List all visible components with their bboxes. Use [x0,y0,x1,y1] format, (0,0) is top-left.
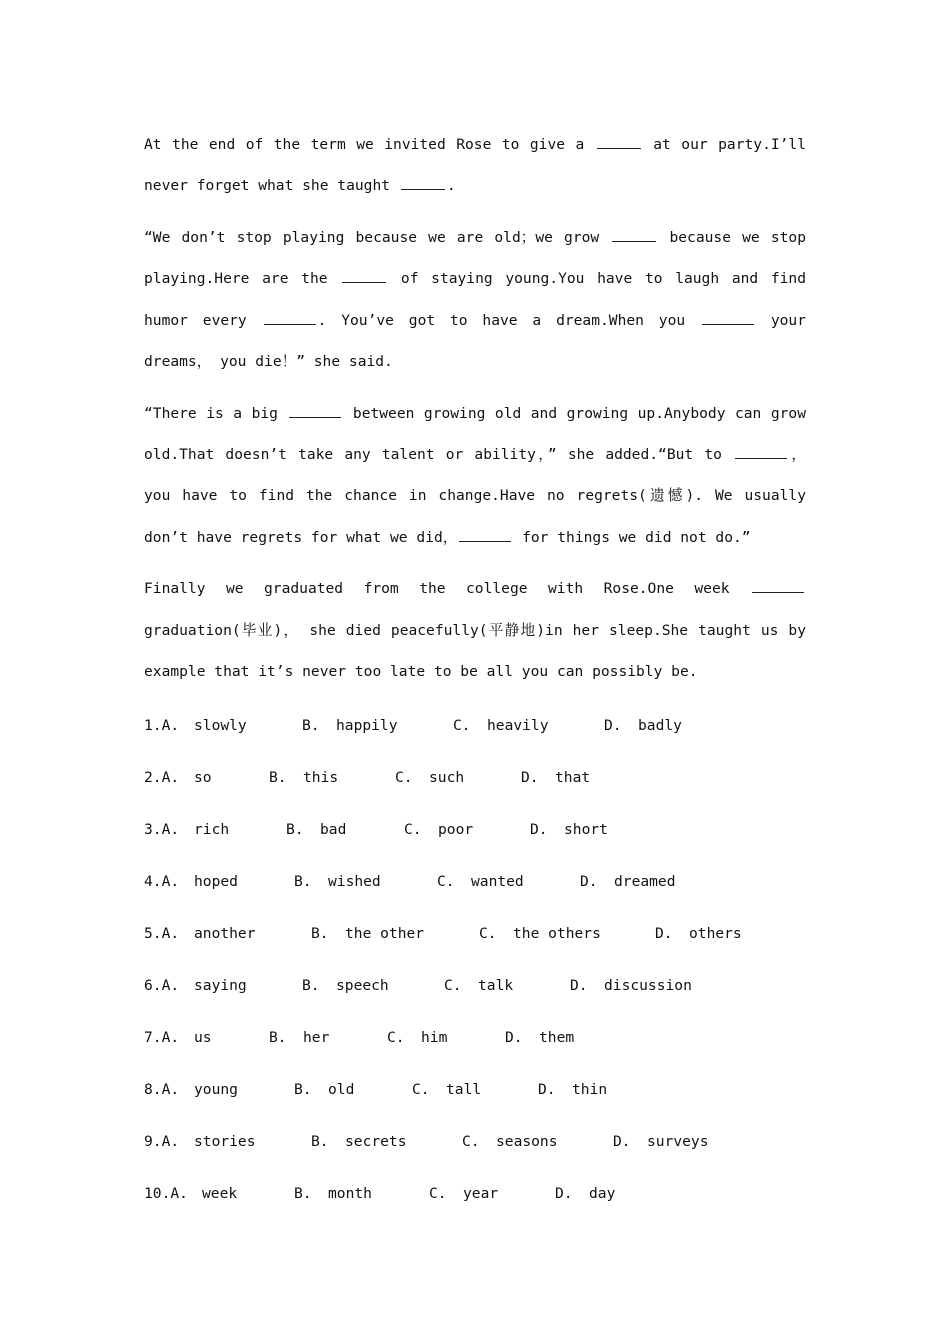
option-c: talk [478,977,514,994]
option-c: such [429,769,465,786]
option-c-letter: C. [437,873,455,890]
option-d-letter: D. [580,873,598,890]
question-number: 6.A. [144,977,180,994]
text-segment: ， you have to find the chance in change.Have no regrets(遗憾). We usually don’t have regrets for what we did， [144,446,815,546]
option-d-letter: D. [530,821,548,838]
question-number: 8.A. [144,1081,180,1098]
answer-blank-7 [289,403,341,418]
option-b: this [303,769,339,786]
answer-blank-2 [401,175,445,190]
option-a: us [194,1029,212,1046]
answer-blank-10 [752,578,804,593]
option-b: secrets [345,1133,407,1150]
option-b: bad [320,821,347,838]
question-row [144,1064,806,1116]
text-segment: . [446,177,456,195]
option-b: speech [336,977,389,994]
option-d: dreamed [614,873,676,890]
option-c: him [421,1029,448,1046]
option-b-letter: B. [269,1029,287,1046]
question-number: 3.A. [144,821,180,838]
text-segment: Finally we graduated from the college with Rose.One week [144,580,750,598]
option-d: that [555,769,591,786]
option-b: her [303,1029,330,1046]
answer-blank-3 [612,227,656,242]
option-b: the other [345,925,425,942]
text-segment: “There is a big [144,404,288,422]
option-b-letter: B. [286,821,304,838]
option-a: hoped [194,873,238,890]
paragraph-3 [144,393,815,558]
option-b: wished [328,873,381,890]
option-b-letter: B. [294,873,312,890]
question-number: 10.A. [144,1185,188,1202]
text-segment: “We don’t stop playing because we are old；we grow [144,229,611,247]
option-d: them [539,1029,575,1046]
option-d-letter: D. [570,977,588,994]
question-number: 2.A. [144,769,180,786]
option-b-letter: B. [302,977,320,994]
answer-blank-6 [702,310,754,325]
option-d: others [689,925,742,942]
question-row [144,1168,806,1220]
option-b: happily [336,717,398,734]
option-b-letter: B. [269,769,287,786]
option-c: seasons [496,1133,558,1150]
option-c: tall [446,1081,482,1098]
option-b-letter: B. [302,717,320,734]
option-a: so [194,769,212,786]
option-d: surveys [647,1133,709,1150]
option-c: poor [438,821,474,838]
question-number: 7.A. [144,1029,180,1046]
option-d-letter: D. [505,1029,523,1046]
question-number: 1.A. [144,717,180,734]
option-c: heavily [487,717,549,734]
question-number: 4.A. [144,873,180,890]
option-d: thin [572,1081,608,1098]
option-c-letter: C. [395,769,413,786]
text-segment: . You’ve got to have a dream.When you [317,311,700,329]
option-d-letter: D. [613,1133,631,1150]
passage-body [144,124,815,703]
question-row [144,1116,806,1168]
answer-blank-9 [459,527,511,542]
option-c: year [463,1185,499,1202]
option-d-letter: D. [555,1185,573,1202]
text-segment: because we stop playing.Here are the [144,229,815,288]
paragraph-4 [144,568,815,692]
answer-blank-1 [597,134,641,149]
option-d-letter: D. [604,717,622,734]
answer-blank-8 [735,444,787,459]
option-c-letter: C. [444,977,462,994]
answer-blank-5 [264,310,316,325]
option-a: stories [194,1133,256,1150]
option-d-letter: D. [655,925,673,942]
option-a: week [202,1185,238,1202]
option-a: young [194,1081,238,1098]
text-segment: of staying young.You have to laugh and find humor every [144,270,815,329]
option-a: slowly [194,717,247,734]
question-row [144,700,806,752]
question-list [144,700,806,1220]
question-number: 9.A. [144,1133,180,1150]
text-segment: for things we did not do.” [513,528,751,546]
option-c: wanted [471,873,524,890]
option-c-letter: C. [387,1029,405,1046]
option-b-letter: B. [311,925,329,942]
option-d: day [589,1185,616,1202]
question-row [144,804,806,856]
option-b-letter: B. [311,1133,329,1150]
question-row [144,908,806,960]
option-c-letter: C. [412,1081,430,1098]
option-a: rich [194,821,230,838]
paragraph-2 [144,217,815,382]
question-row [144,1012,806,1064]
question-number: 5.A. [144,925,180,942]
question-row [144,752,806,804]
option-d-letter: D. [538,1081,556,1098]
option-c-letter: C. [429,1185,447,1202]
answer-blank-4 [342,268,386,283]
option-c-letter: C. [462,1133,480,1150]
paragraph-1 [144,124,815,207]
option-d: badly [638,717,682,734]
option-d: discussion [604,977,692,994]
text-segment: graduation(毕业)， she died peacefully(平静地)in her sleep.She taught us by example that it’s never too late to be all you can possibly be. [144,580,815,681]
question-row [144,960,806,1012]
text-segment: between growing old and growing up.Anybody can grow old.That doesn’t take any talent or ability，” she added.“But to [144,404,815,464]
option-b-letter: B. [294,1185,312,1202]
option-b: old [328,1081,355,1098]
option-c-letter: C. [453,717,471,734]
text-segment: at our party.I’ll never forget what she taught [144,136,815,195]
question-row [144,856,806,908]
text-segment: your dreams， you die！” she said. [144,311,815,370]
option-d-letter: D. [521,769,539,786]
option-c-letter: C. [479,925,497,942]
option-a: another [194,925,256,942]
option-d: short [564,821,608,838]
option-b-letter: B. [294,1081,312,1098]
option-c-letter: C. [404,821,422,838]
option-b: month [328,1185,372,1202]
option-c: the others [513,925,601,942]
text-segment: At the end of the term we invited Rose to give a [144,136,595,153]
option-a: saying [194,977,247,994]
